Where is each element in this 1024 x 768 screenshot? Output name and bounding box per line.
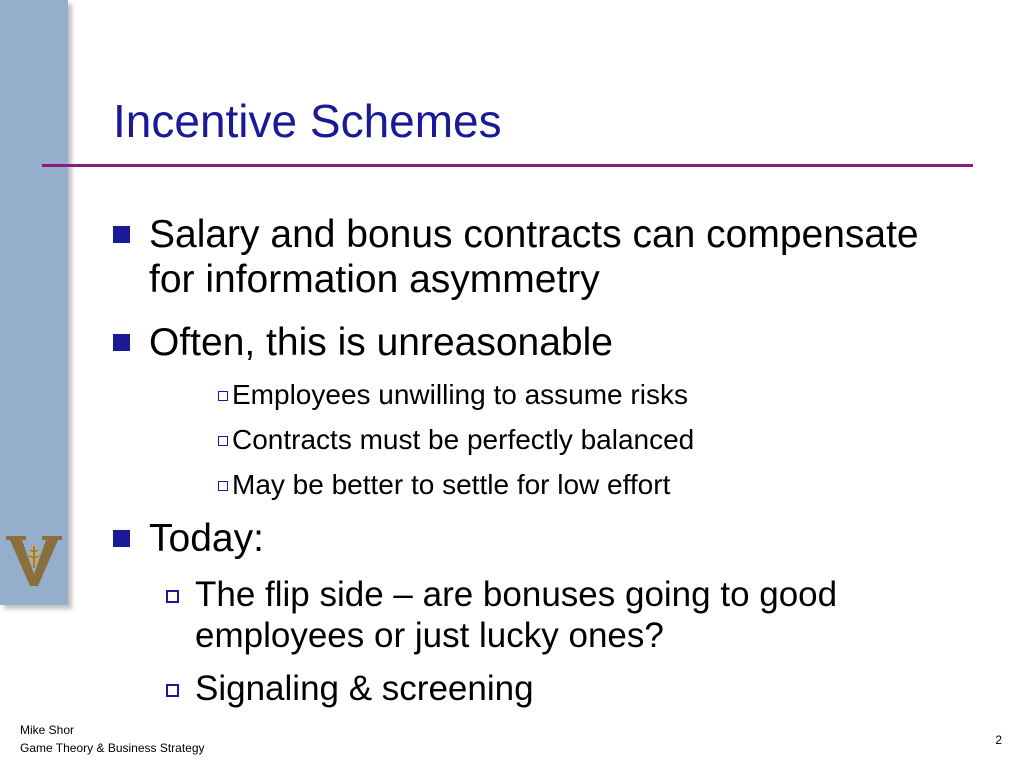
sub-bullet-signaling — [166, 668, 955, 709]
sub-bullet-flip-side — [166, 574, 955, 656]
bullet-today — [113, 516, 959, 561]
page-number: 2 — [995, 733, 1002, 747]
bullet-text: Today: — [149, 517, 264, 560]
filled-square-bullet-icon — [113, 334, 130, 351]
bullet-text: Often, this is unreasonable — [149, 321, 613, 364]
slide-title: Incentive Schemes — [113, 95, 502, 147]
filled-square-bullet-icon — [113, 530, 130, 547]
sub-bullet-text: Contracts must be perfectly balanced — [232, 424, 695, 455]
hollow-square-bullet-icon — [218, 436, 228, 446]
sub-bullet-text: Employees unwilling to assume risks — [232, 379, 688, 410]
bullet-text: Salary and bonus contracts can compensate for information asymmetry — [149, 213, 919, 301]
sub-bullet-balanced — [218, 423, 694, 456]
footer-author: Mike Shor — [20, 723, 75, 737]
sub-bullet-text: May be better to settle for low effort — [232, 469, 671, 500]
sub-bullet-text: The flip side – are bonuses going to good employees or just lucky ones? — [195, 575, 838, 655]
hollow-square-bullet-icon — [166, 590, 179, 603]
bullet-salary-bonus — [113, 212, 959, 302]
sub-bullet-text: Signaling & screening — [195, 669, 534, 708]
hollow-square-bullet-icon — [218, 391, 228, 401]
sub-bullet-risks — [218, 378, 688, 411]
hollow-square-bullet-icon — [218, 481, 228, 491]
hollow-square-bullet-icon — [166, 684, 179, 697]
bullet-unreasonable — [113, 320, 959, 365]
filled-square-bullet-icon — [113, 226, 130, 243]
footer-course: Game Theory & Business Strategy — [20, 741, 205, 755]
sub-bullet-low-effort — [218, 468, 670, 501]
